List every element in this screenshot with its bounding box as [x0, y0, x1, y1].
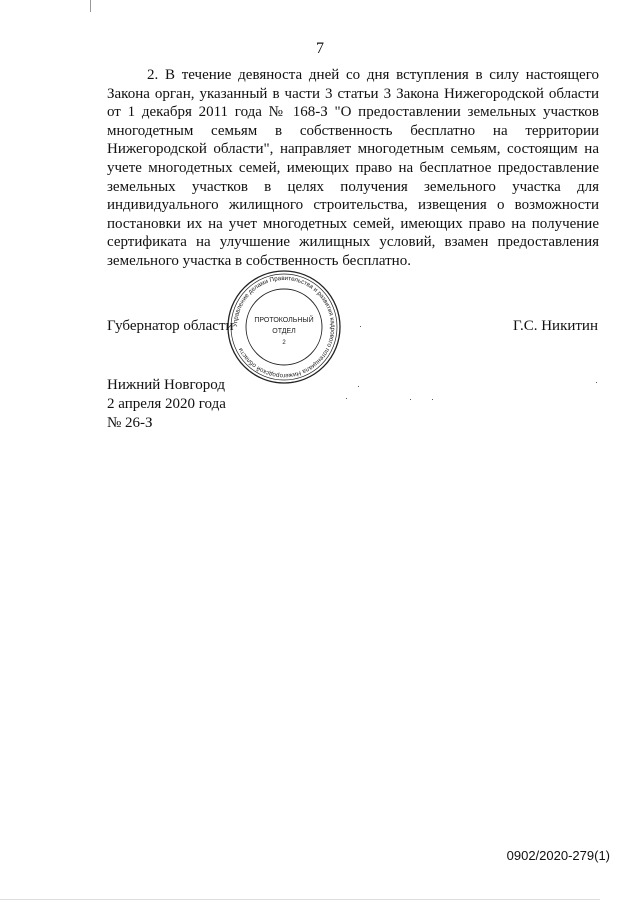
page-number: 7: [316, 40, 324, 57]
stamp-center-line2: ОТДЕЛ: [272, 328, 296, 335]
scan-speck: [346, 398, 347, 399]
footer-number: № 26-З: [107, 415, 153, 431]
footer-city: Нижний Новгород: [107, 377, 225, 393]
scan-speck: [410, 399, 411, 400]
signature-position: Губернатор области: [107, 318, 234, 334]
stamp-ring-text: Управление делами Правительства и развития кадрового потенциала Нижегородской области: [231, 274, 337, 380]
scan-speck: [432, 399, 433, 400]
scan-edge-mark: [90, 0, 91, 12]
stamp-center-line1: ПРОТОКОЛЬНЫЙ: [254, 317, 314, 324]
scan-speck: [360, 326, 361, 327]
footer-block: [107, 376, 226, 433]
document-code: 0902/2020-279(1): [506, 848, 610, 863]
scan-edge-mark: [0, 899, 600, 900]
signature-name: Г.С. Никитин: [512, 318, 598, 334]
stamp-center-number: 2: [282, 340, 286, 346]
official-stamp: [225, 268, 343, 386]
footer-date: 2 апреля 2020 года: [107, 396, 226, 412]
body-paragraph: 2. В течение девяноста дней со дня вступления в силу настоящего Закона орган, указанный в части 3 статьи 3 Закона Нижегородской области от 1 декабря 2011 года № 168-З "О предоставлении земельных участков многодетным семьям в собственность бесплатно на территории Нижегородской области", направляет многодетным семьям, состоящим на учете многодетных семей, имеющих право на бесплатное предоставление земельных участков в целях получения земельного участка для индивидуального жилищного строительства, извещения о возможности постановки их на учет многодетных семей, имеющих право на получение сертификата на улучшение жилищных условий, взамен предоставления земельного участка в собственность бесплатно.: [107, 67, 599, 269]
scan-speck: [596, 382, 597, 383]
scan-speck: [358, 386, 359, 387]
